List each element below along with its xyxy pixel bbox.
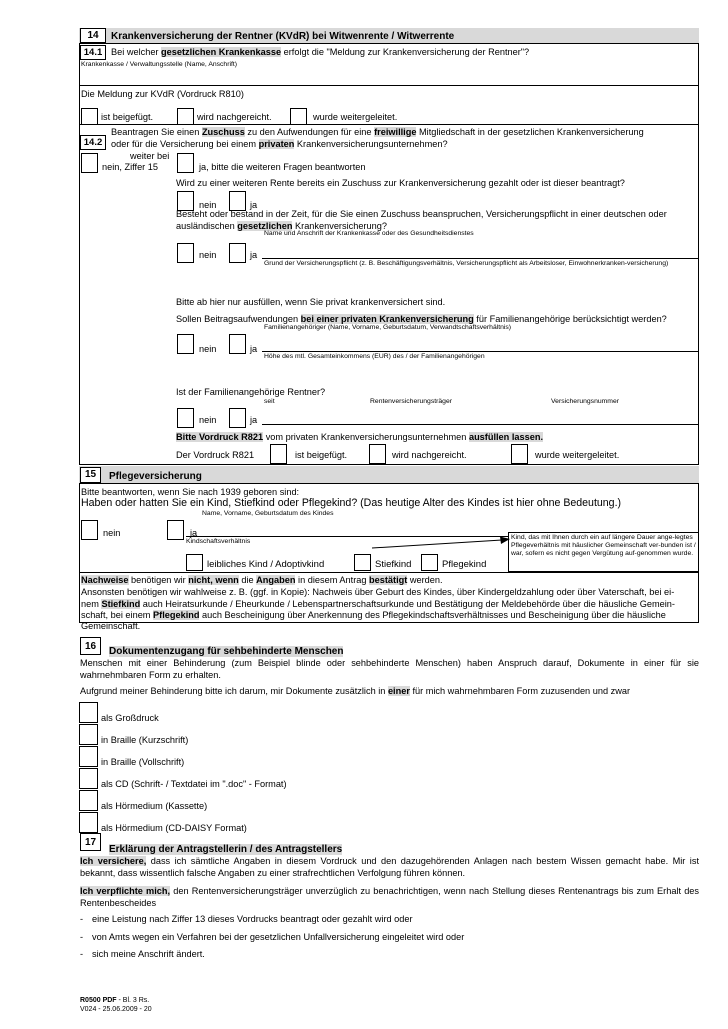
checkbox-kvdr-attached[interactable] xyxy=(81,108,98,125)
foster-child-note: Kind, das mit Ihnen durch ein auf längere Dauer ange-legtes Pflegeverhältnis mit häuslicher Gemeinschaft ver-bunden ist / war, sofern es nicht gegen Vergütung auf-genommen wurde. xyxy=(511,534,696,558)
reason-field[interactable] xyxy=(264,278,697,290)
section-17-paragraph-1: Ich versichere, dass ich sämtliche Angaben in diesem Vordruck und den dazugehörenden Anlagen nach bestem Wissen gemacht habe. Mir ist bekannt, dass wissentlich falsche Angaben zu einer strafrechtlichen Verfolgung führen können. xyxy=(80,856,699,878)
label-nein: nein xyxy=(199,415,217,425)
label-biological-child: leibliches Kind / Adoptivkind xyxy=(207,559,325,570)
label-submitted-later: wird nachgereicht. xyxy=(392,450,467,460)
option-braille-short: in Braille (Kurzschrift) xyxy=(101,735,189,745)
label-reason-compulsory-insurance: Grund der Versicherungspflicht (z. B. Beschäftigungsverhältnis, Versicherungspflicht als Arbeitsloser, Einwohnerkranken-versicherung) xyxy=(264,260,669,267)
label-attached: ist beigefügt. xyxy=(101,112,154,122)
arrow-icon xyxy=(370,536,512,550)
section-17-title: Erklärung der Antragstellerin / des Antragstellers xyxy=(109,844,343,855)
checkbox-subsidy-ja[interactable] xyxy=(229,191,246,211)
label-ja-weitere-fragen: ja, bitte die weiteren Fragen beantworten xyxy=(199,162,366,172)
option-audio-daisy: als Hörmedium (CD-DAISY Format) xyxy=(101,823,247,833)
field-underline xyxy=(262,424,699,425)
question-other-pension-subsidy: Wird zu einer weiteren Rente bereits ein Zuschuss zur Krankenversicherung gezahlt oder ist dieser beantragt? xyxy=(176,178,625,188)
section-14-number: 14 xyxy=(80,28,106,43)
bullet-dash: - xyxy=(80,932,84,942)
option-braille-full: in Braille (Vollschrift) xyxy=(101,757,185,767)
r821-instruction: Bitte Vordruck R821 vom privaten Krankenversicherungsunternehmen ausfüllen lassen. xyxy=(176,432,543,442)
checkbox-r821-submitted-later[interactable] xyxy=(369,444,386,464)
label-income: Höhe des mtl. Gesamteinkommens (EUR) des / der Familienangehörigen xyxy=(264,353,485,360)
label-foster-child: Pflegekind xyxy=(442,559,487,570)
checkbox-foster-child[interactable] xyxy=(421,554,438,571)
checkbox-compulsory-ja[interactable] xyxy=(229,243,246,263)
question-compulsory-insurance-1: Besteht oder bestand in der Zeit, für die Sie einen Zuschuss beanspruchen, Versicherungspflicht in einer deutschen oder xyxy=(176,209,667,219)
checkbox-stepchild[interactable] xyxy=(354,554,371,571)
section-16-paragraph-1: Menschen mit einer Behinderung (zum Beispiel blinde oder sehbehinderte Menschen) haben Anspruch darauf, Dokumente in einer für sie wahrnehmbaren Form zu erhalten. xyxy=(80,658,699,680)
checkbox-family-nein[interactable] xyxy=(177,334,194,354)
question-14-2-number: 14.2 xyxy=(80,135,106,150)
proof-note: Nachweise benötigen wir nicht, wenn die Angaben in diesem Antrag bestätigt werden. xyxy=(81,575,443,585)
option-large-print: als Großdruck xyxy=(101,713,159,723)
form-version: V024 - 25.06.2009 - 20 xyxy=(80,1006,152,1013)
pflege-hint: Bitte beantworten, wenn Sie nach 1939 geboren sind: xyxy=(81,487,300,497)
bullet-item-1: eine Leistung nach Ziffer 13 dieses Vordrucks beantragt oder gezahlt wird oder xyxy=(92,914,413,924)
health-insurance-field[interactable] xyxy=(81,70,697,84)
checkbox-braille-short[interactable] xyxy=(79,724,98,745)
checkbox-cd-text[interactable] xyxy=(79,768,98,789)
proof-details-line-3: schaft, bei einem Pflegekind auch Bescheinigung über Anerkennung des Pflegekindschaftsverhältnisses und Bescheinigung über die häusliche xyxy=(81,610,666,620)
label-nein: nein xyxy=(199,250,217,260)
checkbox-r821-forwarded[interactable] xyxy=(511,444,528,464)
checkbox-audio-daisy[interactable] xyxy=(79,812,98,833)
label-nein: nein xyxy=(199,344,217,354)
checkbox-child-ja[interactable] xyxy=(167,520,184,540)
bullet-dash: - xyxy=(80,914,84,924)
health-insurance-label: Krankenkasse / Verwaltungsstelle (Name, Anschrift) xyxy=(81,61,238,68)
checkbox-child-nein[interactable] xyxy=(81,520,98,540)
label-attached: ist beigefügt. xyxy=(295,450,348,460)
section-17-paragraph-2: Ich verpflichte mich, den Rentenversicherungsträger unverzüglich zu benachrichtigen, wenn nach Stellung dieses Rentenantrags bis zum Erhalt des Rentenbescheides xyxy=(80,886,700,908)
label-ja: ja xyxy=(250,415,258,425)
checkbox-large-print[interactable] xyxy=(79,702,98,723)
section-16-number: 16 xyxy=(80,637,101,655)
family-member-field[interactable] xyxy=(264,336,697,348)
label-ja: ja xyxy=(250,200,258,210)
bullet-dash: - xyxy=(80,949,84,959)
form-code: R0500 PDF - Bl. 3 Rs. xyxy=(80,997,150,1004)
checkbox-pensioner-ja[interactable] xyxy=(229,408,246,428)
checkbox-r821-attached[interactable] xyxy=(270,444,287,464)
section-15-title: Pflegeversicherung xyxy=(109,471,202,482)
insurer-name-field[interactable] xyxy=(264,245,697,257)
label-ja: ja xyxy=(190,528,198,538)
option-audio-cassette: als Hörmedium (Kassette) xyxy=(101,801,208,811)
label-pension-insurer: Rentenversicherungsträger xyxy=(370,398,452,405)
section-15-number: 15 xyxy=(80,467,101,483)
field-underline xyxy=(262,351,699,352)
question-family-members: Sollen Beitragsaufwendungen bei einer privaten Krankenversicherung für Familienangehörige berücksichtigt werden? xyxy=(176,314,667,324)
income-field[interactable] xyxy=(264,363,697,377)
label-ja: ja xyxy=(250,250,258,260)
question-14-2-line1: Beantragen Sie einen Zuschuss zu den Aufwendungen für eine freiwillige Mitgliedschaft in der gesetzlichen Krankenversicherung xyxy=(111,127,644,137)
label-r821: Der Vordruck R821 xyxy=(176,450,255,460)
divider xyxy=(79,572,699,573)
option-cd-text: als CD (Schrift- / Textdatei im ".doc" - Format) xyxy=(101,779,287,789)
checkbox-zuschuss-ja[interactable] xyxy=(177,153,194,173)
section-16-title: Dokumentenzugang für sehbehinderte Menschen xyxy=(109,646,344,657)
label-insurance-number: Versicherungsnummer xyxy=(551,398,619,405)
checkbox-compulsory-nein[interactable] xyxy=(177,243,194,263)
label-name-address-insurer: Name und Anschrift der Krankenkasse oder des Gesundheitsdienstes xyxy=(264,230,474,237)
question-compulsory-insurance-2: ausländischen gesetzlichen Krankenversicherung? xyxy=(176,221,387,231)
proof-details-line-2: nem Stiefkind auch Heiratsurkunde / Eheurkunde / Lebenspartnerschaftsurkunde und Bestätigung der Meldebehörde über die häusliche Gemein- xyxy=(81,599,675,609)
kvdr-meldung-text: Die Meldung zur KVdR (Vordruck R810) xyxy=(81,89,244,99)
label-submitted-later: wird nachgereicht. xyxy=(197,112,272,122)
checkbox-pensioner-nein[interactable] xyxy=(177,408,194,428)
label-forwarded: wurde weitergeleitet. xyxy=(313,112,398,122)
proof-details-line-1: Ansonsten benötigen wir wahlweise z. B. (ggf. in Kopie): Nachweis über Geburt des Kindes, über Kindergeldzahlung oder über Vaterschaft, bei ei- xyxy=(81,587,675,597)
label-stepchild: Stiefkind xyxy=(375,559,412,570)
checkbox-family-ja[interactable] xyxy=(229,334,246,354)
label-since: seit xyxy=(264,398,275,405)
bullet-item-2: von Amts wegen ein Verfahren bei der gesetzlichen Unfallversicherung eingeleitet wird oder xyxy=(92,932,465,942)
question-family-pensioner: Ist der Familienangehörige Rentner? xyxy=(176,387,326,397)
field-underline xyxy=(262,258,699,259)
pflege-question: Haben oder hatten Sie ein Kind, Stiefkind oder Pflegekind? (Das heutige Alter des Kindes ist hier ohne Bedeutung.) xyxy=(81,497,622,509)
question-14-1-text: Bei welcher gesetzlichen Krankenkasse erfolgt die "Meldung zur Krankenversicherung der Rentner"? xyxy=(111,47,530,57)
bullet-item-3: sich meine Anschrift ändert. xyxy=(92,949,205,959)
divider xyxy=(79,85,699,86)
question-14-2-line2: oder für die Versicherung bei einem privaten Krankenversicherungsunternehmen? xyxy=(111,139,448,149)
label-family-member: Familienangehöriger (Name, Vorname, Geburtsdatum, Verwandtschaftsverhältnis) xyxy=(264,324,512,331)
pensioner-details-field[interactable] xyxy=(264,410,697,422)
label-nein-ziffer-15: nein, Ziffer 15 xyxy=(102,162,159,172)
section-17-number: 17 xyxy=(80,833,101,851)
divider xyxy=(79,124,699,125)
proof-details-line-4: Gemeinschaft. xyxy=(81,621,141,631)
checkbox-biological-child[interactable] xyxy=(186,554,203,571)
label-ja: ja xyxy=(250,344,258,354)
checkbox-zuschuss-nein[interactable] xyxy=(81,153,98,173)
checkbox-kvdr-submitted-later[interactable] xyxy=(177,108,194,125)
section-16-paragraph-2: Aufgrund meiner Behinderung bitte ich darum, mir Dokumente zusätzlich in einer für mich wahrnehmbaren Form zuzusenden und zwar xyxy=(80,686,630,696)
label-weiter-bei: weiter bei xyxy=(130,151,170,161)
checkbox-audio-cassette[interactable] xyxy=(79,790,98,811)
checkbox-braille-full[interactable] xyxy=(79,746,98,767)
label-nein: nein xyxy=(199,200,217,210)
label-child-name: Name, Vorname, Geburtsdatum des Kindes xyxy=(202,510,334,517)
label-forwarded: wurde weitergeleitet. xyxy=(535,450,620,460)
checkbox-kvdr-forwarded[interactable] xyxy=(290,108,307,125)
question-14-1-number: 14.1 xyxy=(80,45,106,60)
label-kindschaft: Kindschaftsverhältnis xyxy=(186,538,251,545)
private-insurance-hint: Bitte ab hier nur ausfüllen, wenn Sie privat krankenversichert sind. xyxy=(176,297,446,307)
checkbox-subsidy-nein[interactable] xyxy=(177,191,194,211)
section-14-title: Krankenversicherung der Rentner (KVdR) bei Witwenrente / Witwerrente xyxy=(111,31,455,42)
label-nein: nein xyxy=(103,528,121,538)
